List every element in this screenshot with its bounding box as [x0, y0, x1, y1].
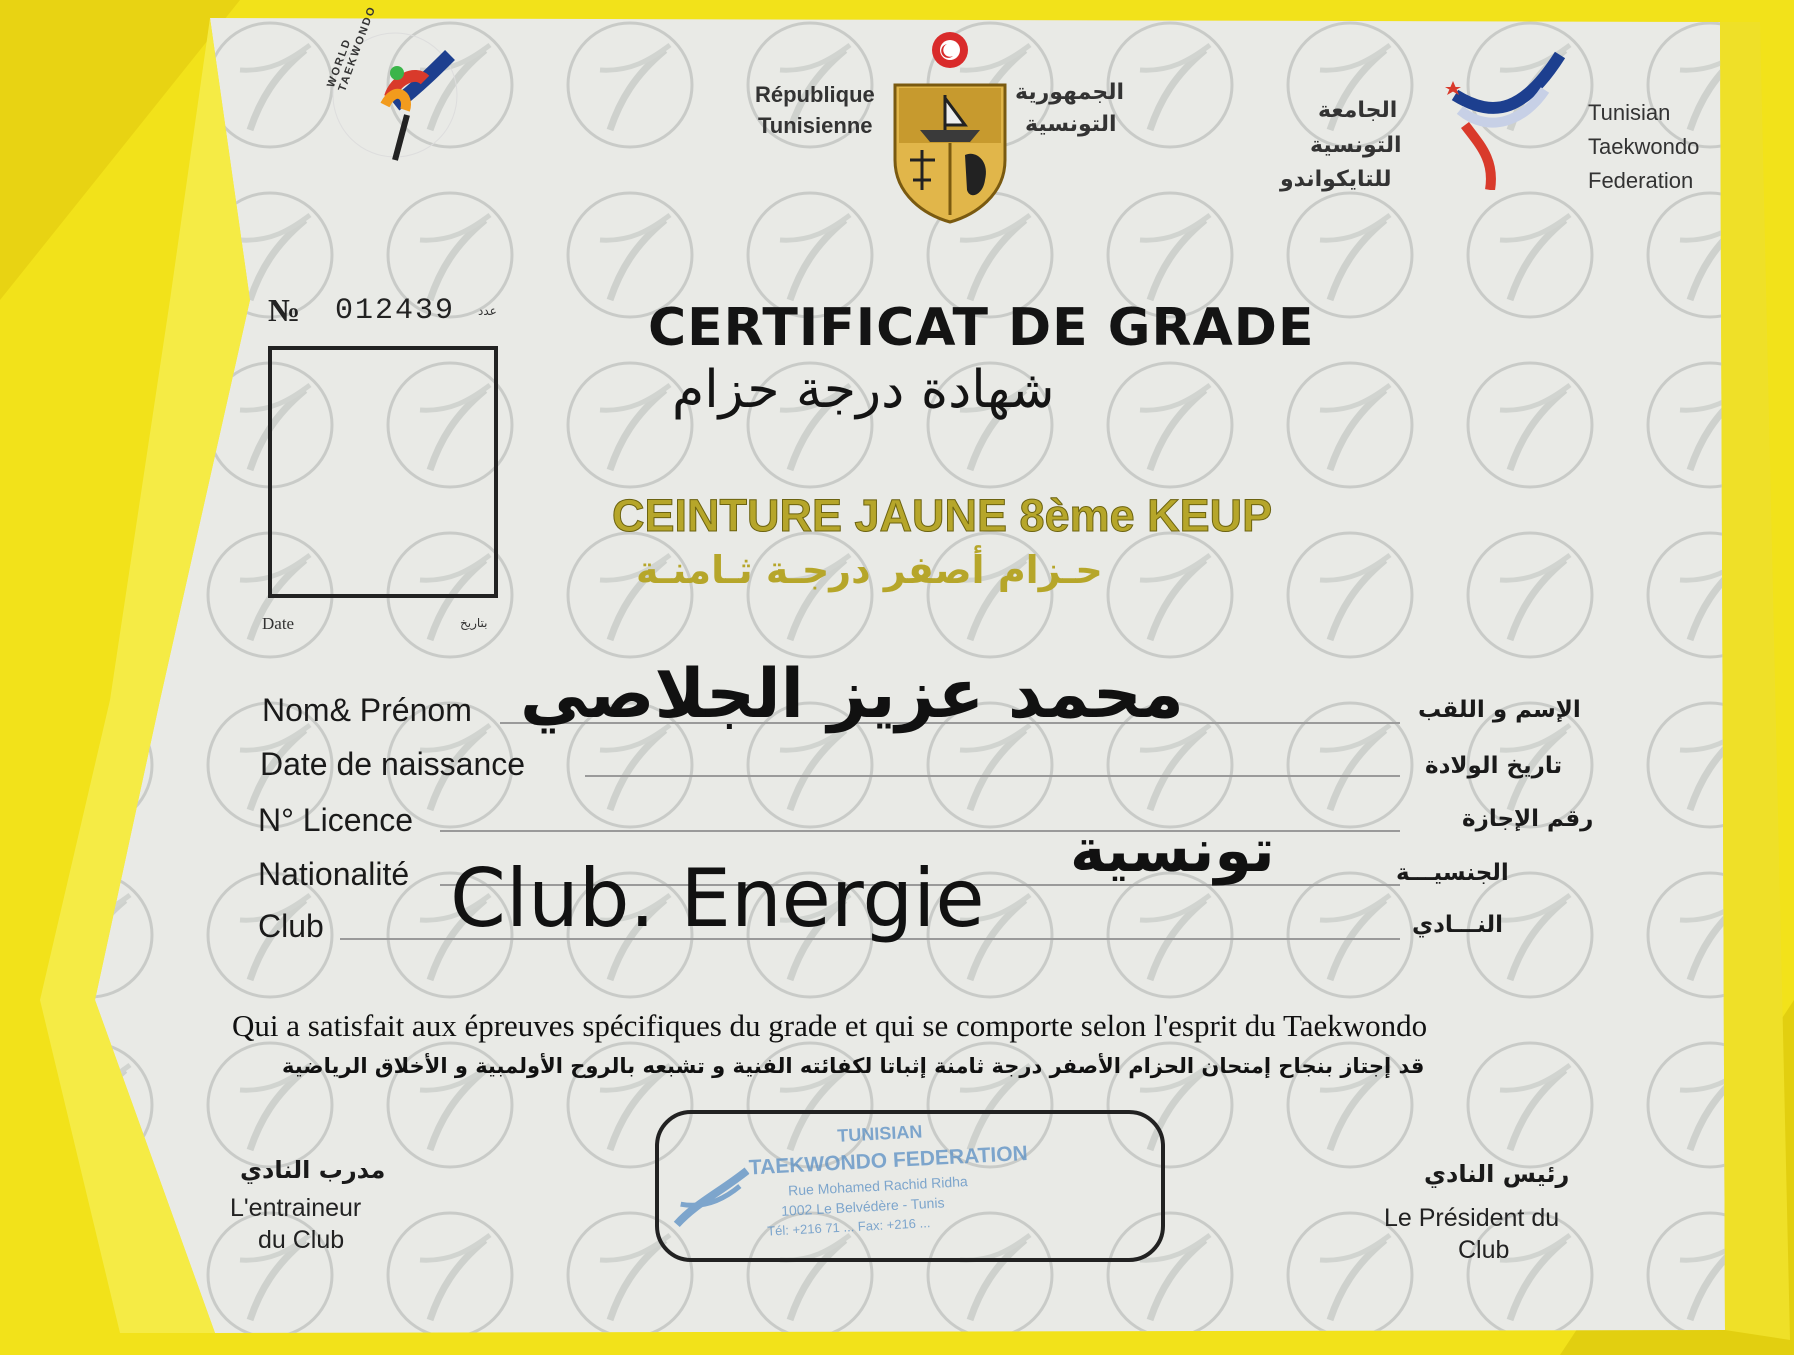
president-label-line1: Le Président du — [1384, 1204, 1560, 1232]
nationality-label: Nationalité — [258, 856, 410, 892]
licence-label: N° Licence — [258, 802, 414, 838]
republic-ar-line1: الجمهورية — [1015, 80, 1124, 105]
stamp-line1: TUNISIAN — [836, 1121, 923, 1146]
name-label: Nom& Prénom — [262, 692, 472, 728]
licence-ar-label: رقم الإجازة — [1462, 806, 1594, 832]
federation-logo-icon — [1435, 50, 1565, 190]
photo-date-label: Date — [262, 614, 295, 633]
certificate-number-ar-label: عدد — [478, 304, 497, 318]
coat-of-arms-icon — [885, 30, 1015, 225]
grade-label-ar: حـزام أصفر درجـة ثـامنـة — [636, 548, 1103, 592]
federation-en-line3: Federation — [1588, 168, 1694, 193]
president-label-line2: Club — [1458, 1236, 1510, 1264]
nationality-ar-label: الجنسيـــة — [1396, 860, 1509, 886]
grade-label: CEINTURE JAUNE 8ème KEUP — [612, 490, 1273, 541]
certificate-number: 012439 — [335, 294, 456, 328]
club-label: Club — [258, 908, 324, 944]
statement-fr: Qui a satisfait aux épreuves spécifiques du grade et qui se comporte selon l'esprit du Taekwondo — [232, 1008, 1428, 1043]
stamp-line3: Rue Mohamed Rachid Ridha — [787, 1173, 969, 1199]
photo-box — [268, 346, 498, 598]
certificate-title: CERTIFICAT DE GRADE — [648, 298, 1315, 358]
federation-en-line1: Tunisian — [1588, 100, 1671, 125]
birth-line — [585, 775, 1400, 777]
federation-ar-line3: للتايكواندو — [1280, 167, 1392, 192]
birth-label: Date de naissance — [260, 746, 526, 782]
coach-ar-label: مدرب النادي — [240, 1156, 386, 1184]
name-value: محمد عزيز الجلاصي — [520, 655, 1184, 734]
club-value: Club. Energie — [450, 852, 985, 945]
photo-date-ar-label: بتاريخ — [460, 616, 488, 630]
republic-ar-line2: التونسية — [1025, 112, 1117, 137]
stamp-line4: 1002 Le Belvédère - Tunis — [780, 1194, 945, 1219]
world-taekwondo-logo — [325, 4, 465, 165]
coach-label-line2: du Club — [258, 1226, 345, 1254]
club-ar-label: النـــادي — [1412, 912, 1504, 938]
name-ar-label: الإسم و اللقب — [1418, 697, 1581, 723]
federation-ar-line2: التونسية — [1310, 133, 1402, 158]
president-ar-label: رئيس النادي — [1424, 1160, 1570, 1188]
stamp-logo-icon — [669, 1161, 753, 1235]
statement-ar: قد إجتاز بنجاح إمتحان الحزام الأصفر درجة ثامنة إثباتا لكفائته الفنية و تشبعه بالروح الأولمبية و الأخلاق الرياضية — [282, 1054, 1425, 1078]
coach-label-line1: L'entraineur — [230, 1194, 362, 1222]
certificate-number-prefix: № — [268, 292, 301, 328]
republic-fr-line2: Tunisienne — [758, 113, 873, 138]
federation-en-line2: Taekwondo — [1588, 134, 1700, 159]
wt-logo-text: WORLD TAEKWONDO — [325, 4, 379, 94]
stamp-line2: TAEKWONDO FEDERATION — [748, 1141, 1029, 1180]
certificate-title-ar: شهادة درجة حزام — [672, 360, 1055, 420]
nationality-value: تونسية — [1070, 816, 1275, 886]
republic-fr-line1: République — [755, 82, 875, 107]
federation-ar-line1: الجامعة — [1318, 98, 1398, 123]
federation-stamp — [667, 1115, 1043, 1256]
birth-ar-label: تاريخ الولادة — [1425, 753, 1563, 779]
stamp-line5: Tél: +216 71 ... Fax: +216 ... — [766, 1215, 931, 1239]
